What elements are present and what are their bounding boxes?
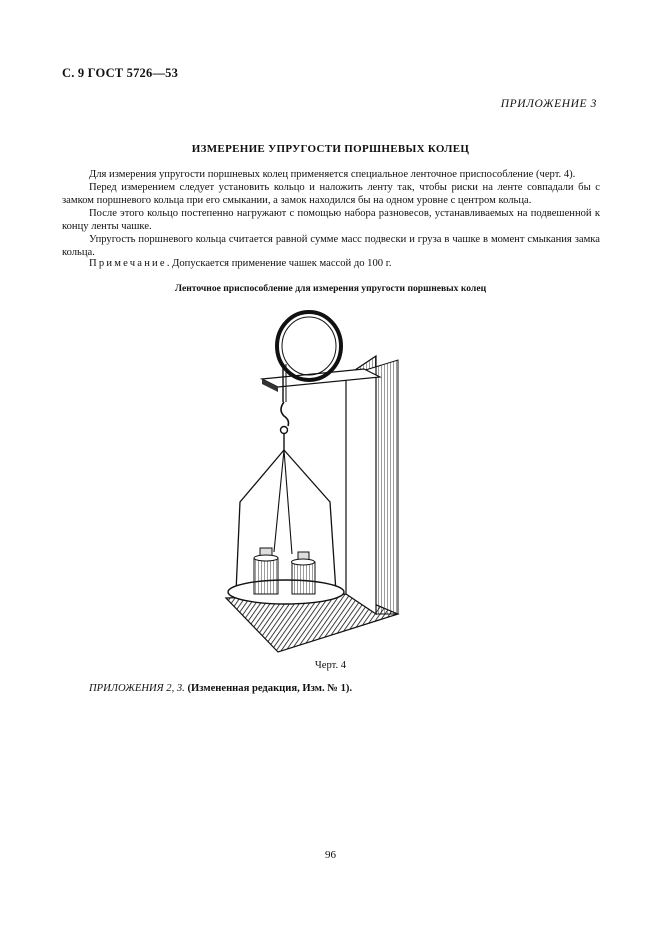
ring-tester-drawing [222,302,422,658]
amendment-ref: ПРИЛОЖЕНИЯ 2, 3. [89,683,185,694]
paragraph-4: Упругость поршневого кольца считается равной сумме масс подвески и груза в чашке в момент смыкания замка кольца. [62,234,600,258]
figure-caption: Ленточное приспособление для измерения упругости поршневых колец [174,283,487,294]
appendix-label: ПРИЛОЖЕНИЕ 3 [500,98,597,110]
weight-left [254,558,278,594]
weight-right [292,562,315,594]
figure-illustration [222,302,422,658]
page-header: С. 9 ГОСТ 5726—53 [62,66,179,80]
note-label: Примечание [89,258,167,269]
body-text [62,168,600,259]
paragraph-2: Перед измерением следует установить кольцо и наложить ленту так, чтобы риски на ленте совпадали бы с замком поршневого кольца при его смыкании, а замок находился бы на одном уровне с центром кольца. [62,182,600,206]
note-text: . Допускается применение чашек массой до 100 г. [166,258,392,269]
page-number: 96 [325,849,336,861]
weighing-pan [228,580,344,604]
paragraph-1: Для измерения упругости поршневых колец применяется специальное ленточное приспособление (черт. 4). [89,169,576,180]
amendment-note [89,683,352,694]
note [89,258,392,269]
figure-label: Черт. 4 [314,660,347,671]
amendment-text: (Измененная редакция, Изм. № 1). [187,683,353,694]
hook [281,402,289,426]
section-title: ИЗМЕРЕНИЕ УПРУГОСТИ ПОРШНЕВЫХ КОЛЕЦ [191,143,470,155]
paragraph-3: После этого кольцо постепенно нагружают с помощью набора разновесов, устанавливаемых на подвешенной к концу ленты чашке. [62,208,600,232]
piston-ring [277,312,341,380]
